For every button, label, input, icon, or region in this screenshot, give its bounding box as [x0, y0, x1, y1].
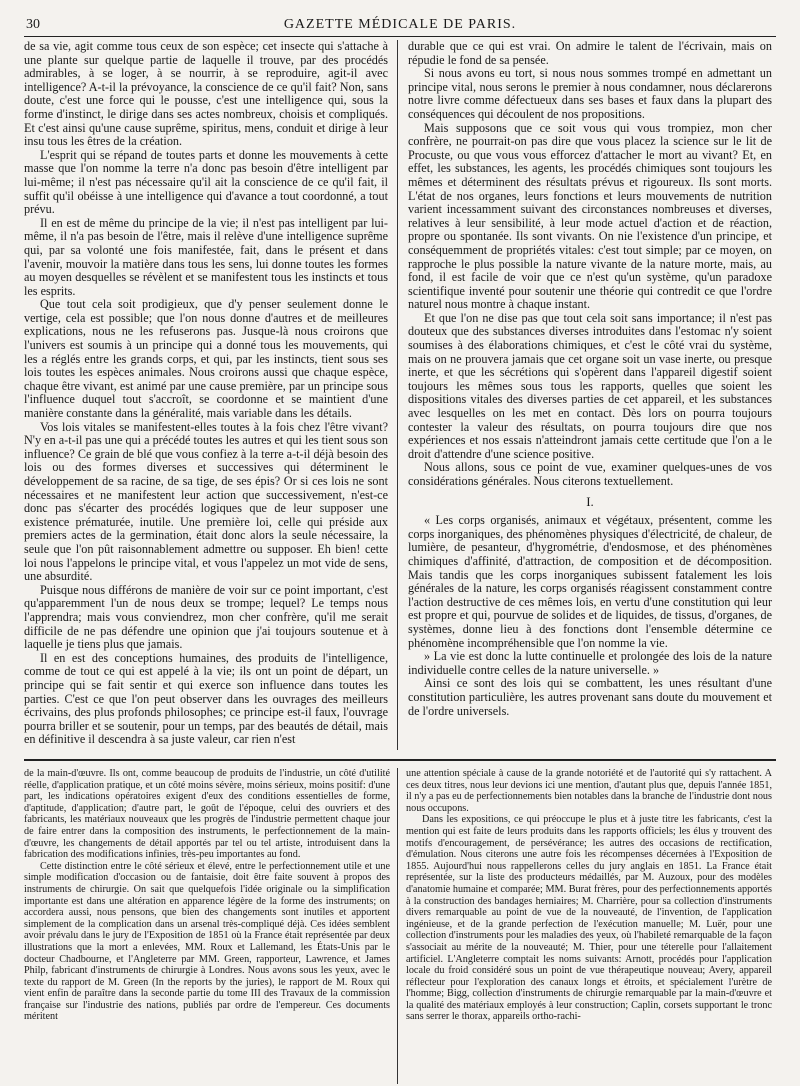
bottom-right-column: [406, 768, 772, 1086]
quote-paragraph: « Les corps organisés, animaux et végétaux, présentent, comme les corps inorganiques, des phénomènes physiques d'électricité, de chaleur, de lumière, de pesanteur, d'hygrométrie, d'endosmose, et des phénomènes chimiques d'affinité, d'attraction, de composition et de décomposition. Mais tandis que les corps inorganiques subissent fatalement les lois générales de la nature, les corps organisés réagissent constamment contre l'action destructive de ces mêmes lois, en vertu d'une constitution qui leur est propre et qui, pourvue de solides et de liquides, de tissus, d'organes, de systèmes, donne lieu à des fonctions dont l'ensemble détermine ce phénomène incompréhensible que l'on nomme la vie.: [408, 513, 772, 650]
paragraph: Cette distinction entre le côté sérieux et élevé, entre le perfectionnement utile et une simple modification d'occasion ou de fantaisie, doit être faite souvent à propos des instruments de chirurgie. On sait que quelquefois l'idée originale ou la simplification importante est dans une altération en apparence légère de la forme des instruments; on accordera aussi, nous pensons, que bien des changements sont inutiles et apportent simplement de la complication dans un arsenal très-compliqué déjà. Ces idées semblent avoir prévalu dans le jury de l'Exposition de 1851 où la France était représentée par deux illustrations que la mort a enlevées, MM. Roux et Lallemand, les États-Unis par le docteur Chadbourne, et l'Angleterre par MM. Green, rapporteur, Lawrence, et James Philp, fabricant d'instruments de chirurgie à Londres. Nous avons sous les yeux, avec le texte du rapport de M. Green (In the reports by the juries), le rapport de M. Roux qui vient enfin de paraître dans la seconde partie du tome III des Travaux de la commission française sur l'industrie des nations, publiés par ordre de l'empereur. Ces documents méritent: [24, 860, 390, 1023]
paragraph: de sa vie, agit comme tous ceux de son espèce; cet insecte qui s'attache à une plante sur quelque partie de laquelle il trouve, par des procédés admirables, à se loger, à se nourrir, à se reproduire, agit-il avec intelligence? A-t-il la prévoyance, la conscience de ce qu'il fait? Non, sans doute, c'est une force qui le pousse, c'est une intelligence qui, sous la forme d'instinct, le dirige dans ses actes nombreux, choisis et compliqués. Et c'est ainsi qu'une cause suprême, spiritus, mens, conduit et dirige à leur insu tous les êtres de la création.: [24, 40, 388, 149]
paragraph: Si nous avons eu tort, si nous nous sommes trompé en admettant un principe vital, nous serons le premier à nous condamner, nous déclarerons notre livre comme défectueux dans ses bases et faux dans la plupart des conséquences qui découlent de nos propositions.: [408, 66, 772, 121]
column-divider: [397, 40, 398, 750]
paragraph: Dans les expositions, ce qui préoccupe le plus et à juste titre les fabricants, c'est la mention qui est faite de leurs produits dans les rapports officiels; les élus y trouvent des motifs d'encouragement, de persévérance; les autres des occasions de rectification, d'émulation. Nous citerons une autre fois les récompenses décernées à l'Exposition de 1855. Aujourd'hui nous rappellerons celles du jury anglais en 1851. La France était représentée, sur la liste des producteurs médaillés, par M. Auzoux, pour des modèles d'anatomie humaine et comparée; MM. Burat frères, pour des perfectionnements apportés à la construction des bandages herniaires; M. Charrière, pour sa collection d'instruments divers remarquable au point de vue de la nouveauté, de l'invention, de l'application ingénieuse, et de la grande perfection de l'exécution manuelle; M. Luër, pour une collection d'instruments pour les maladies des yeux, où l'habileté remarquable de la façon s'associait au mérite de la nouveauté; M. Thier, pour une téterelle pour l'allaitement artificiel. L'Angleterre comptait les noms suivants: Arnott, procédés pour l'application locale du froid considéré sous un point de vue thérapeutique nouveau; Avery, appareil réflecteur pour l'exploration des canaux longs et étroits, et spécialement l'urètre de l'homme; Bigg, collection d'instruments de chirurgie remarquable par la main-d'œuvre et la qualité des matériaux employés à leur construction; Caplin, corsets supportant le tronc sans serrer le thorax, appareils ortho-rachi-: [406, 814, 772, 1023]
masthead-title: GAZETTE MÉDICALE DE PARIS.: [283, 17, 517, 32]
page-number: 30: [26, 17, 40, 32]
paragraph: Ainsi ce sont des lois qui se combattent, les unes résultant d'une constitution particulière, les autres provenant sans doute du mouvement et de l'ordre universels.: [408, 676, 772, 718]
top-left-column: [24, 40, 388, 754]
section-heading: I.: [586, 493, 594, 509]
paragraph: une attention spéciale à cause de la grande notoriété et de l'autorité qui s'y rattachent. A ces deux titres, nous leur devions ici une mention, d'autant plus que, depuis l'année 1851, il n'y a pas eu de perfectionnements bien notables dans la branche de l'industrie dont nous nous occupons.: [406, 768, 772, 814]
paragraph: Il en est de même du principe de la vie; il n'est pas intelligent par lui-même, il n'a pas besoin de l'être, mais il relève d'une intelligence suprême qui, par sa volonté une fois manifestée, fait, dans le présent et dans l'avenir, mouvoir la matière dans tous les sens, lui donne toutes les formes au moyen desquelles se révèlent et se manifestent tous les instincts et tous les esprits.: [24, 215, 388, 298]
paragraph: Et que l'on ne dise pas que tout cela soit sans importance; il n'est pas douteux que des substances diverses introduites dans l'estomac n'y soient soumises à des élaborations chimiques, et c'est le côté vrai du système, mais on ne prouvera jamais que cet organe soit un vase inerte, ou presque inerte, et que les sécrétions qui s'opèrent dans l'appareil digestif soient toujours les mêmes sous tous les rapports, quelles que soient les dispositions vitales des diverses parties de cet appareil, et les substances avec lesquelles on les met en contact. Dès lors on pourra toujours contester la valeur des résultats, on pourra toujours dire que nos expériences et nos essais n'atteindront jamais cette certitude que l'on a le droit d'attendre d'une science positive.: [408, 310, 772, 461]
paragraph: L'esprit qui se répand de toutes parts et donne les mouvements à cette masse que l'on nomme la terre n'a donc pas besoin d'être intelligent par lui-même; il n'est pas nécessaire qu'il ait la conscience de ce qu'il fait, il suffit qu'il obéisse à une intelligence qui d'avance a tout coordonné, a tout prévu.: [24, 147, 388, 217]
paragraph: Mais supposons que ce soit vous qui vous trompiez, mon cher confrère, ne pourrait-on pas dire que vous placez la science sur le lit de Procuste, ou que vous vous efforcez d'attacher le mort au vivant? Et, en effet, les substances, les agents, les procédés chimiques sont toujours les mêmes et déterminent des résultats prévus et rigoureux. Ils sont morts. L'état de nos organes, leurs fonctions et leurs mouvements de nutrition varient incessamment suivant des circonstances nombreuses et diverses, relatives à leur sensibilité, à leur mode actuel d'action et de réaction, propre ou spontanée. Ils sont vivants. On nie l'existence d'un principe, et conséquemment de propriétés vitales: c'est tout simple; par ce moyen, on rapproche le plus possible la nature vivante de la nature morte, mais, au fond, il est facile de voir que ce n'est qu'un système, qu'un paradoxe scientifique inventé pour soutenir une théorie qui contredit ce que l'ordre naturel nous montre à chaque instant.: [408, 120, 772, 312]
top-right-column: [408, 40, 772, 754]
paragraph: de la main-d'œuvre. Ils ont, comme beaucoup de produits de l'industrie, un côté d'utilité réelle, d'application pratique, et un côté moins sévère, moins sérieux, moins positif: d'une part, les indications opératoires exigent d'eux des conditions essentielles de forme, d'aptitude, d'application; d'autre part, le goût de l'époque, celui des ouvriers et des fabricants, les matériaux nouveaux que les progrès de l'industrie permettent chaque jour de faire entrer dans la composition des instruments, le perfectionnement de la main-d'œuvre, les changements de détail apportés par tel ou tel artiste, introduisent dans la fabrication des modifications infinies, très-peu importantes au fond.: [24, 768, 390, 861]
bottom-left-column: [24, 768, 390, 1086]
paragraph: Puisque nous différons de manière de voir sur ce point important, c'est qu'apparemment l'un de nous deux se trompe; lequel? Le temps nous l'apprendra; mais vous conviendrez, mon cher confrère, qu'il me serait difficile de ne pas défendre une opinion que j'ai toujours soutenue et à laquelle je tiens plus que jamais.: [24, 582, 388, 652]
quote-paragraph: » La vie est donc la lutte continuelle et prolongée des lois de la nature individuelle contre celles de la nature universelle. »: [408, 649, 772, 677]
feuilleton-divider: [24, 759, 776, 761]
paragraph: Vos lois vitales se manifestent-elles toutes à la fois chez l'être vivant? N'y en a-t-il pas une qui a précédé toutes les autres et qui les tient sous son influence? Ce grain de blé que vous confiez à la terre a-t-il déjà besoin des lois ou des formes diverses et successives qui déterminent le développement de sa racine, de sa tige, de ses épis? Or si ces lois ne sont nécessaires et ne manifestent leur action que successivement, n'est-ce donc pas s'écarter des procédés logiques que de leur supposer une existence prématurée, inutile. Une première loi, celle qui préside aux premiers actes de la germination, était donc alors la seule nécessaire, la seule que l'on pût raisonnablement admettre ou supposer. Eh bien! cette loi nous l'appelons le principe vital, et vous l'appelez un mot vide de sens, une absurdité.: [24, 419, 388, 584]
paragraph: Nous allons, sous ce point de vue, examiner quelques-unes de vos considérations générales. Nous citerons textuellement.: [408, 460, 772, 488]
paragraph: durable que ce qui est vrai. On admire le talent de l'écrivain, mais on répudie le fond de sa pensée.: [408, 40, 772, 67]
paragraph: Il en est des conceptions humaines, des produits de l'intelligence, comme de tout ce qui est appelé à la vie; ils ont un point de départ, un principe qui se fait sentir et qui exerce son influence dans toutes les parties. C'est ce que l'on peut observer dans les ouvrages des meilleurs écrivains, des plus profonds philosophes; ce principe est-il faux, l'ouvrage pourra briller et se soutenir, pour un temps, par des beautés de détail, mais en définitive il descendra à sa juste valeur, car rien n'est: [24, 650, 388, 747]
quotation: [408, 514, 772, 677]
paragraph: Que tout cela soit prodigieux, que d'y penser seulement donne le vertige, cela est possible; que l'on nous donne d'autres et de meilleures explications, nous ne les refuserons pas. Jusque-là nous croirons que l'univers est soumis à un principe qui a donné tous les mouvements, qui les a réglés entre les grands corps, et qui, par les instincts, tient sous ses lois toutes les espèces animales. Nous croirons aussi que chaque espèce, chaque être vivant, est animé par une cause première, par un principe sous l'influence duquel tout s'accroît, se coordonne et se maintient d'une manière constante dans la généralité, mais variable dans les détails.: [24, 297, 388, 421]
column-divider: [397, 768, 398, 1084]
page-header: [24, 16, 776, 37]
